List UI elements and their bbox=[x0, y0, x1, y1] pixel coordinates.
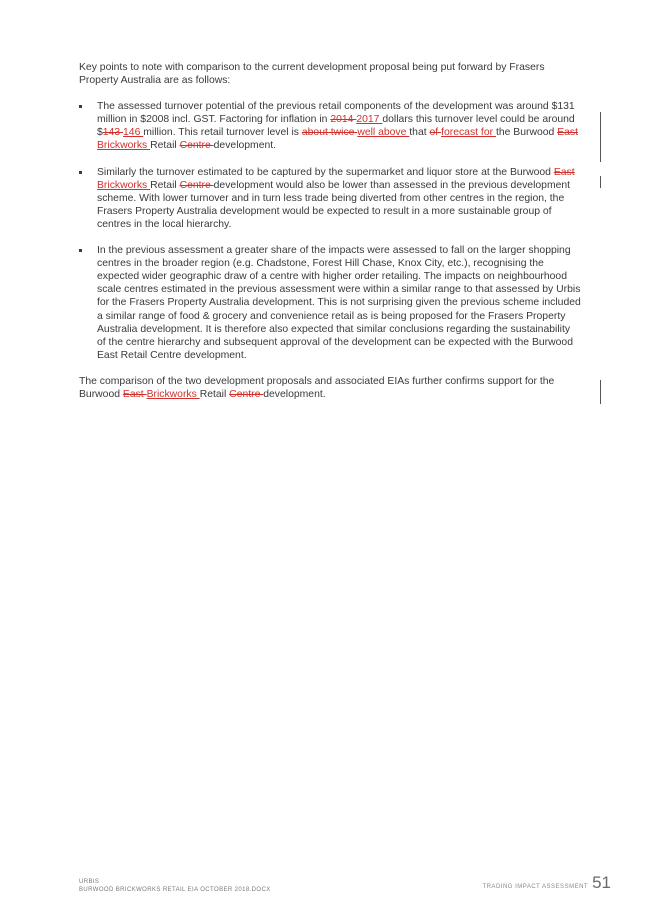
deleted-text: East bbox=[557, 127, 578, 139]
conclusion-paragraph bbox=[79, 375, 581, 401]
text-run: Similarly the turnover estimated to be captured by the supermarket and liquor store at the Burwood bbox=[97, 166, 554, 178]
footer-right bbox=[482, 873, 611, 893]
change-bar bbox=[600, 380, 601, 404]
text-run: development would also be lower than assessed in the previous development scheme. With lower turnover and in turn less trade being diverted from other centres in the region, the Frasers Property Australia development would be expected to result in a more sustainable group of centres in the local hierarchy. bbox=[97, 179, 571, 230]
body-content bbox=[79, 61, 581, 401]
text-run: the Burwood bbox=[495, 127, 558, 139]
text-run: development. bbox=[213, 140, 277, 152]
text-run: Retail bbox=[150, 179, 180, 191]
deleted-text: 2014 bbox=[330, 114, 357, 126]
footer-left bbox=[79, 879, 271, 894]
footer-section-title: TRADING IMPACT ASSESSMENT bbox=[482, 884, 589, 890]
footer-filename: BURWOOD BRICKWORKS RETAIL EIA OCTOBER 2018.DOCX bbox=[79, 886, 271, 893]
inserted-text: well above bbox=[357, 127, 410, 139]
inserted-text: 146 bbox=[123, 127, 144, 139]
bullet-turnover-potential bbox=[79, 100, 581, 152]
deleted-text: East bbox=[122, 388, 147, 400]
inserted-text: 2017 bbox=[356, 114, 383, 126]
page-number: 51 bbox=[592, 873, 611, 892]
inserted-text: forecast for bbox=[441, 127, 496, 139]
intro-paragraph: Key points to note with comparison to the current development proposal being put forward by Frasers Property Australia are as follows: bbox=[79, 62, 545, 87]
text-run: The comparison of the two development proposals and associated EIAs further confirms support for the Burwood bbox=[79, 375, 555, 400]
bullet-supermarket-turnover bbox=[79, 166, 581, 231]
text-run: million. This retail turnover level is bbox=[143, 127, 302, 139]
bullet-previous-assessment: In the previous assessment a greater share of the impacts were assessed to fall on the larger shopping centres in the broader region (e.g. Chadstone, Forest Hill Chase, Knox City, etc.), recognising the expected wider geographic draw of a centre with higher order retailing. The impacts on neighbourhood scale centres estimated in the previous assessment were within a similar range to that assessed by Urbis for the Frasers Property Australia development. This is not surprising given the previous scheme included a similar range of food & grocery and convenience retail as is being proposed for the Frasers Property Australia development. It is therefore also expected that similar conclusions regarding the sustainability of the centre hierarchy and subsequent approval of the development can be expected with the Burwood East Retail Centre development. bbox=[79, 244, 581, 362]
change-bar bbox=[600, 112, 601, 162]
deleted-text: Centre bbox=[179, 140, 214, 152]
deleted-text: East bbox=[553, 166, 575, 178]
change-bar bbox=[600, 176, 601, 188]
text-run: The assessed turnover potential of the previous retail components of the development was around $131 million in $2008 incl. GST. Factoring for inflation in bbox=[97, 101, 575, 126]
inserted-text: Brickworks bbox=[97, 140, 151, 152]
inserted-text: Brickworks bbox=[146, 388, 200, 400]
inserted-text: Brickworks bbox=[97, 179, 151, 191]
deleted-text: about twice bbox=[301, 127, 358, 139]
deleted-text: 143 bbox=[102, 127, 124, 139]
key-points-list bbox=[79, 100, 581, 362]
deleted-text: of bbox=[429, 127, 442, 139]
deleted-text: Centre bbox=[179, 179, 214, 191]
footer-company: URBIS bbox=[79, 879, 100, 885]
text-run: Retail bbox=[199, 388, 230, 400]
text-run: Retail bbox=[150, 140, 180, 152]
text-run: dollars this turnover level could be around $ bbox=[97, 114, 575, 139]
text-run: development. bbox=[263, 388, 326, 400]
text-run: that bbox=[409, 127, 430, 139]
deleted-text: Centre bbox=[229, 388, 264, 400]
